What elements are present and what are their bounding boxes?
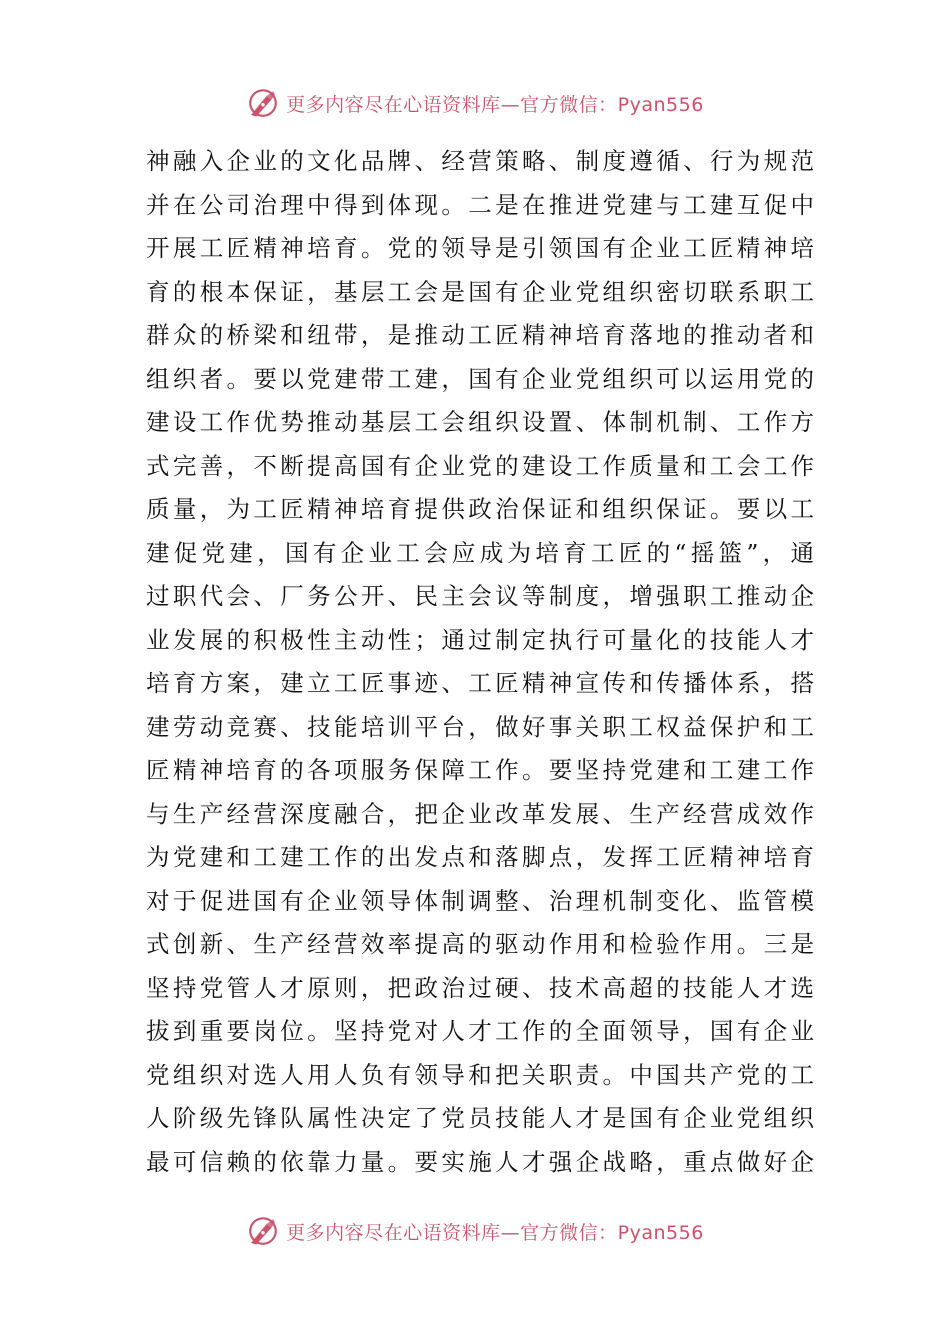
text-line: 党组织对选人用人负有领导和把关职责。中国共产党的工 bbox=[146, 1060, 814, 1089]
banner-text: 更多内容尽在心语资料库—官方微信：Pyan556 bbox=[286, 1221, 704, 1244]
text-line: 组织者。要以党建带工建，国有企业党组织可以运用党的 bbox=[146, 364, 814, 393]
text-line: 人阶级先锋队属性决定了党员技能人才是国有企业党组织 bbox=[146, 1104, 814, 1132]
text-line: 与生产经营深度融合，把企业改革发展、生产经营成效作 bbox=[146, 799, 814, 828]
text-line: 拔到重要岗位。坚持党对人才工作的全面领导，国有企业 bbox=[146, 1017, 814, 1045]
banner-text: 更多内容尽在心语资料库—官方微信：Pyan556 bbox=[286, 93, 704, 116]
text-line: 开展工匠精神培育。党的领导是引领国有企业工匠精神培 bbox=[146, 234, 814, 262]
text-line: 最可信赖的依靠力量。要实施人才强企战略，重点做好企 bbox=[146, 1147, 814, 1176]
text-line: 群众的桥梁和纽带，是推动工匠精神培育落地的推动者和 bbox=[146, 321, 814, 349]
text-line: 式完善，不断提高国有企业党的建设工作质量和工会工作 bbox=[146, 451, 814, 480]
text-line: 培育方案，建立工匠事迹、工匠精神宣传和传播体系，搭 bbox=[146, 669, 814, 697]
text-line: 神融入企业的文化品牌、经营策略、制度遵循、行为规范 bbox=[146, 147, 814, 175]
text-line: 业发展的积极性主动性；通过制定执行可量化的技能人才 bbox=[146, 625, 814, 654]
text-line: 并在公司治理中得到体现。二是在推进党建与工建互促中 bbox=[146, 190, 814, 219]
document-body bbox=[146, 140, 814, 1184]
footer-banner bbox=[0, 1214, 950, 1248]
pen-nib-logo-icon bbox=[246, 1214, 280, 1248]
pen-nib-logo-icon bbox=[246, 86, 280, 120]
text-line: 建促党建，国有企业工会应成为培育工匠的“摇篮”，通 bbox=[146, 538, 814, 567]
text-line: 坚持党管人才原则，把政治过硬、技术高超的技能人才选 bbox=[146, 973, 814, 1002]
header-banner bbox=[0, 86, 950, 120]
text-line: 建劳动竞赛、技能培训平台，做好事关职工权益保护和工 bbox=[146, 712, 814, 741]
text-line: 育的根本保证，基层工会是国有企业党组织密切联系职工 bbox=[146, 277, 814, 306]
text-line: 质量，为工匠精神培育提供政治保证和组织保证。要以工 bbox=[146, 495, 814, 523]
text-line: 建设工作优势推动基层工会组织设置、体制机制、工作方 bbox=[146, 408, 814, 436]
text-line: 式创新、生产经营效率提高的驱动作用和检验作用。三是 bbox=[146, 930, 814, 958]
text-line: 对于促进国有企业领导体制调整、治理机制变化、监管模 bbox=[146, 886, 814, 915]
text-line: 过职代会、厂务公开、民主会议等制度，增强职工推动企 bbox=[146, 582, 814, 610]
text-line: 匠精神培育的各项服务保障工作。要坚持党建和工建工作 bbox=[146, 756, 814, 784]
text-line: 为党建和工建工作的出发点和落脚点，发挥工匠精神培育 bbox=[146, 843, 814, 871]
